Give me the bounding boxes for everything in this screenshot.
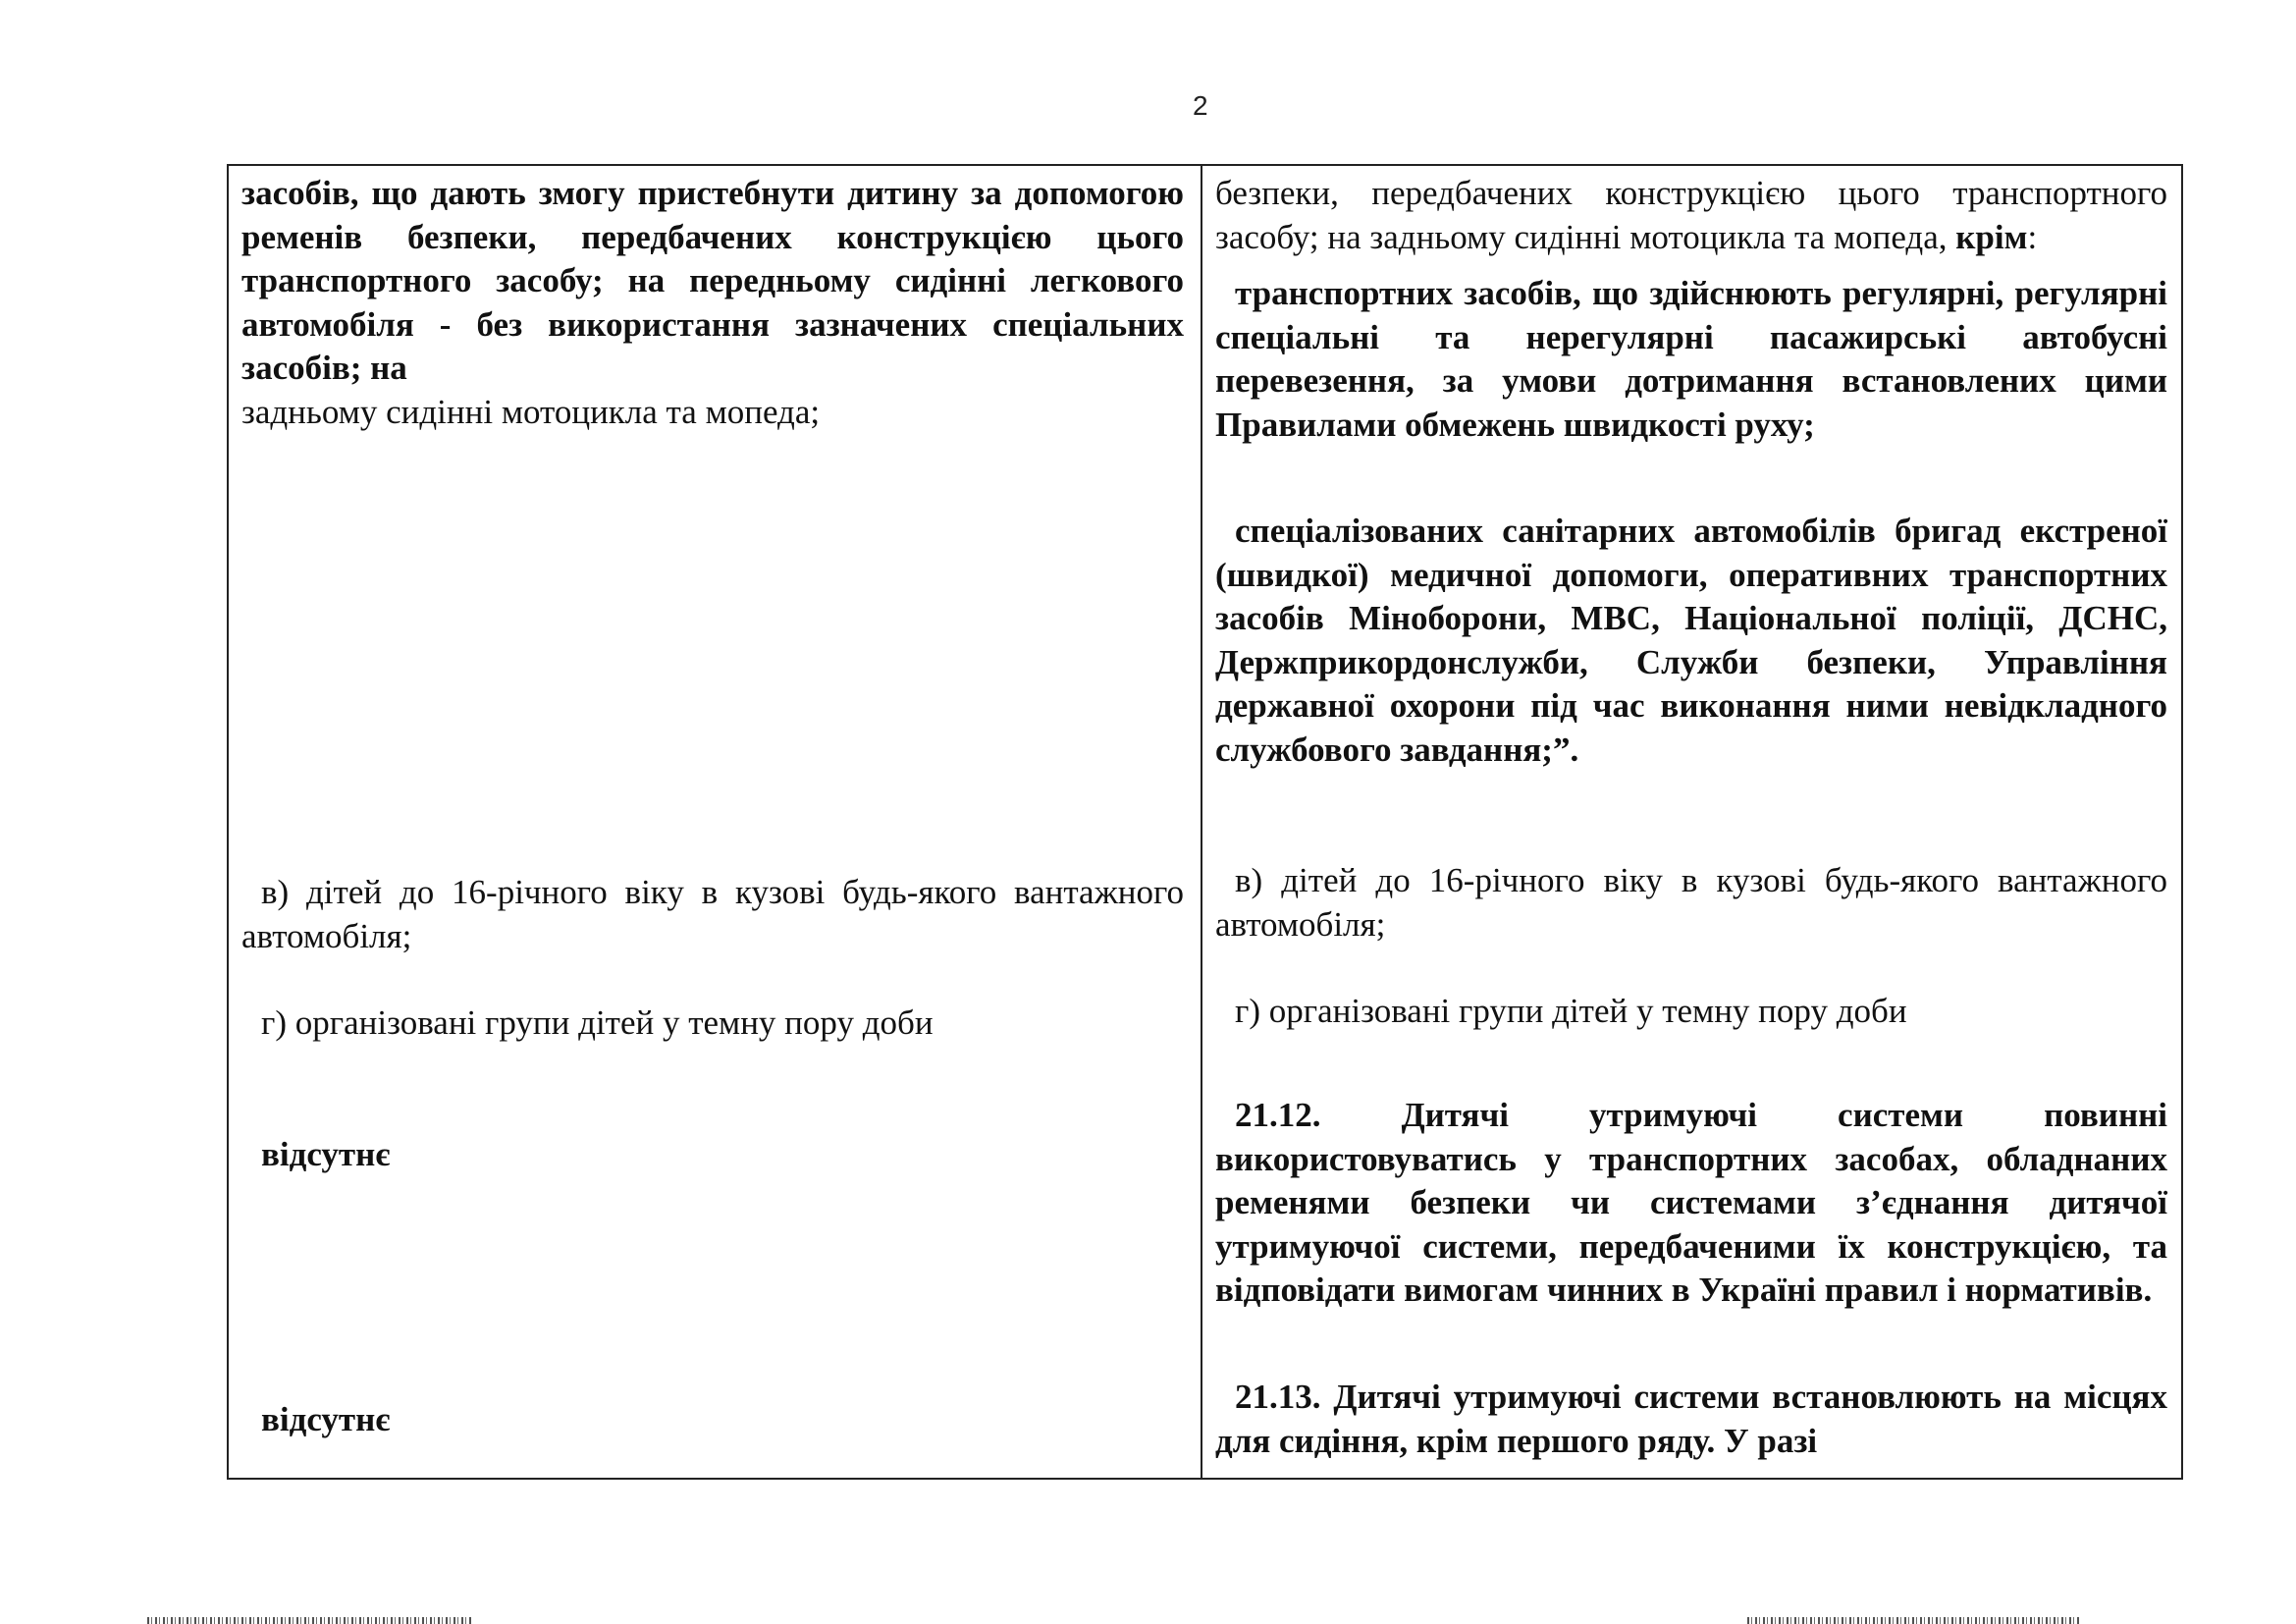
right-exception-1: транспортних засобів, що здійснюють регулярні, регулярні спеціальні та нерегулярні пасажирські автобусні перевезення, за умови дотримання встановлених цими Правилами обмежень швидкості руху; — [1215, 274, 2167, 444]
right-clause-21-13: 21.13. Дитячі утримуючі системи встановлюють на місцях для сидіння, крім першого ряду. У разі — [1215, 1378, 2167, 1460]
left-column — [229, 166, 1202, 1478]
scan-barcode-left — [147, 1617, 471, 1624]
right-item-g: г) організовані групи дітей у темну пору доби — [1235, 992, 1907, 1030]
right-column — [1202, 166, 2181, 1478]
left-absent-2: відсутнє — [261, 1400, 391, 1438]
left-item-g: г) організовані групи дітей у темну пору доби — [261, 1003, 934, 1042]
comparison-table — [227, 164, 2183, 1480]
right-block1-regular: безпеки, передбачених конструкцією цього транспортного засобу; на задньому сидінні мотоцикла та мопеда, — [1215, 174, 2167, 256]
left-block1: засобів, що дають змогу пристебнути дитину за допомогою ременів безпеки, передбачених конструкцією цього транспортного засобу; на передньому сидінні легкового автомобіля - без використання зазначених спеціальних засобів; на — [241, 174, 1184, 387]
left-block1-tail: задньому сидінні мотоцикла та мопеда; — [241, 393, 821, 431]
right-item-v: в) дітей до 16-річного віку в кузові будь-якого вантажного автомобіля; — [1215, 861, 2167, 944]
left-absent-1: відсутнє — [261, 1135, 391, 1173]
right-block1-bold: крім — [1955, 217, 2028, 256]
left-item-v: в) дітей до 16-річного віку в кузові будь-якого вантажного автомобіля; — [241, 873, 1184, 955]
right-block1 — [1215, 172, 2167, 259]
right-exception-2: спеціалізованих санітарних автомобілів бригад екстреної (швидкої) медичної допомоги, оперативних транспортних засобів Міноборони, МВС, Національної поліції, ДСНС, Держприкордонслужби, Служби безпеки, Управління державної охорони під час виконання ними невідкладного службового завдання;”. — [1215, 512, 2167, 769]
scan-barcode-right — [1747, 1617, 2081, 1624]
right-clause-21-12: 21.12. Дитячі утримуючі системи повинні використовуватись у транспортних засобах, обладнаних ременями безпеки чи системами з’єднання дитячої утримуючої системи, передбаченими їх конструкцією, та відповідати вимогам чинних в Україні правил і нормативів. — [1215, 1096, 2167, 1309]
right-block1-colon: : — [2027, 217, 2038, 256]
page-number: 2 — [1193, 90, 1208, 121]
